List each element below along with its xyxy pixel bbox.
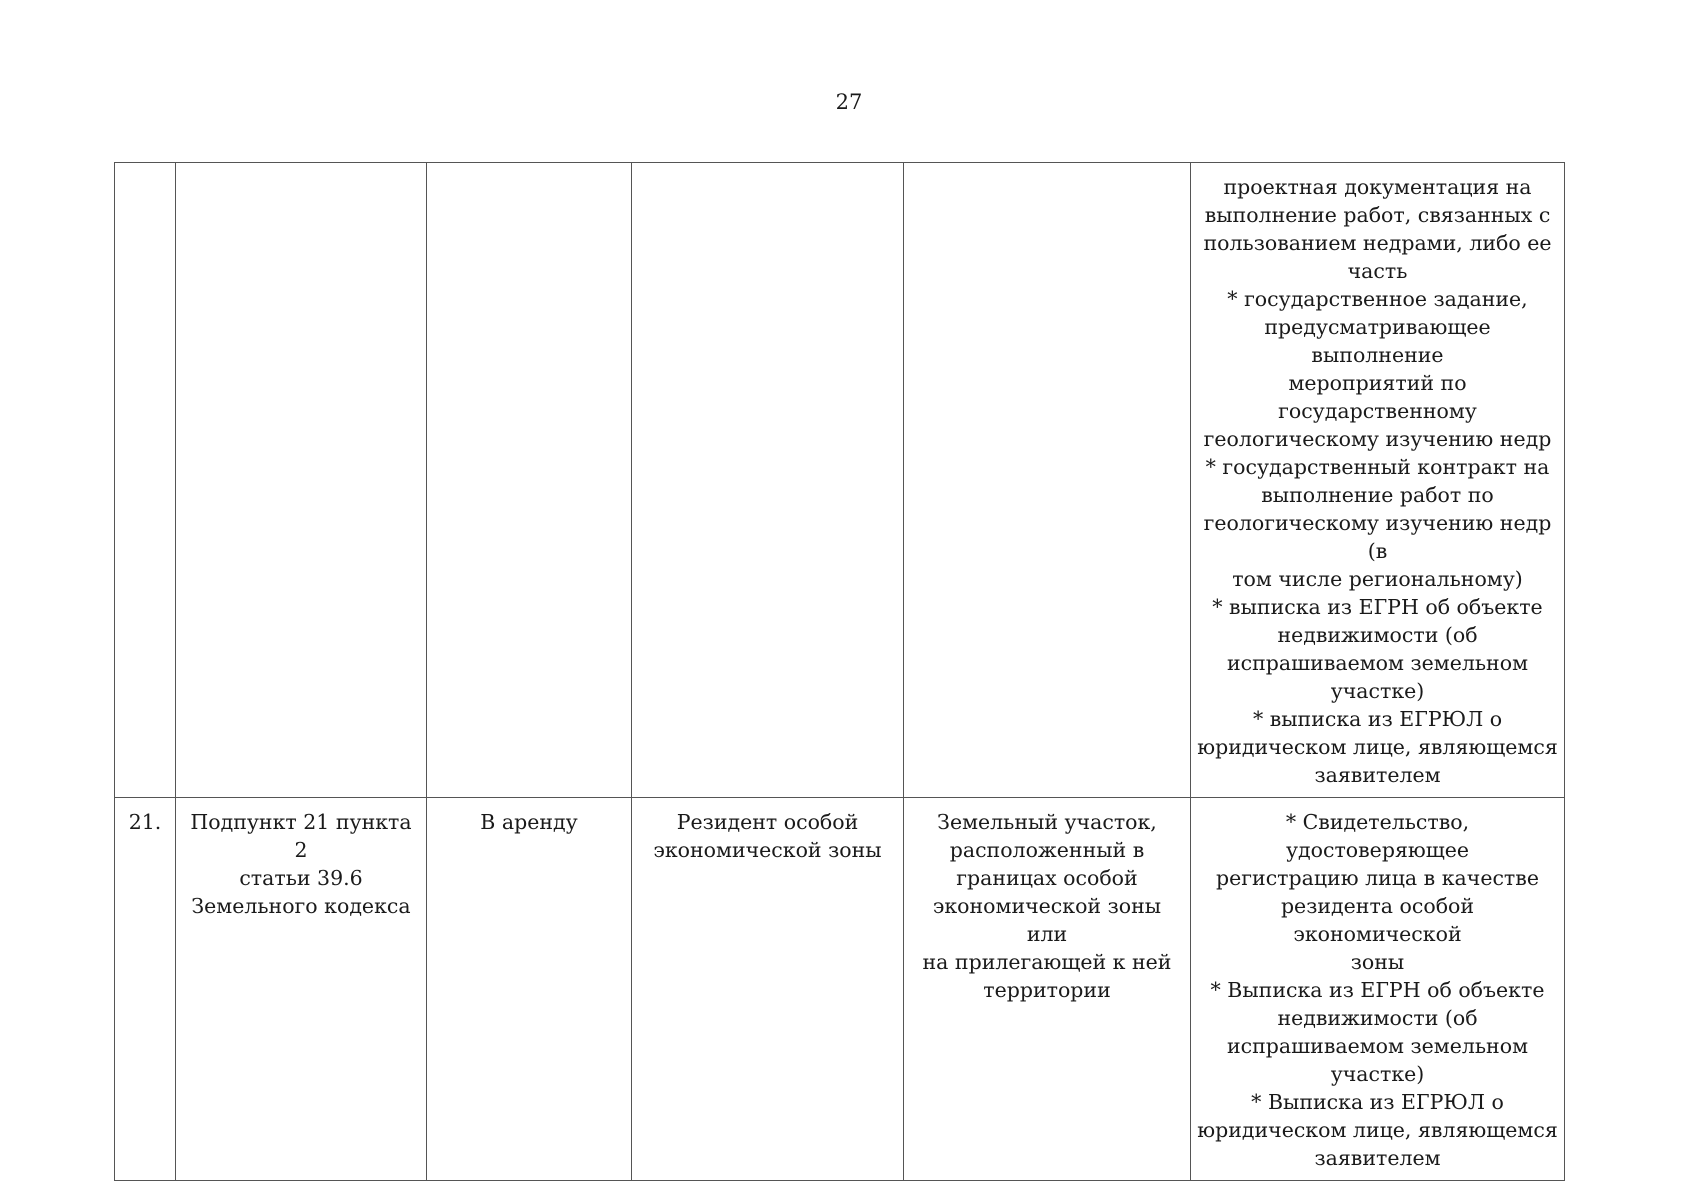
- land-plot-line: на прилегающей к ней: [922, 950, 1172, 974]
- documents-line: испрашиваемом земельном: [1226, 1034, 1529, 1058]
- documents-line: предусматривающее выполнение: [1264, 315, 1491, 367]
- documents-line: зоны: [1350, 950, 1405, 974]
- cell-right-type: [427, 163, 632, 798]
- cell-documents: [1191, 163, 1565, 798]
- table-row-21: [115, 798, 1565, 1181]
- documents-line: * государственный контракт на: [1205, 455, 1550, 479]
- documents-line: * государственное задание,: [1227, 287, 1528, 311]
- documents-line: часть: [1347, 259, 1408, 283]
- documents-line: юридическом лице, являющемся: [1197, 1118, 1558, 1142]
- requirements-table: [114, 162, 1565, 1181]
- documents-line: мероприятий по: [1288, 371, 1467, 395]
- documents-line: проектная документация на: [1223, 175, 1532, 199]
- documents-line: участке): [1330, 1062, 1425, 1086]
- applicant-line: экономической зоны: [653, 838, 882, 862]
- land-plot-line: расположенный в: [949, 838, 1145, 862]
- documents-line: * Выписка из ЕГРЮЛ о: [1251, 1090, 1504, 1114]
- cell-number: [115, 163, 176, 798]
- cell-land-plot: [904, 163, 1191, 798]
- documents-line: выполнение работ по: [1261, 483, 1494, 507]
- documents-line: регистрацию лица в качестве: [1216, 866, 1539, 890]
- documents-line: том числе региональному): [1232, 567, 1523, 591]
- basis-line: Земельного кодекса: [191, 894, 411, 918]
- land-plot-line: территории: [983, 978, 1111, 1002]
- row-number: 21.: [128, 810, 162, 834]
- documents-line: недвижимости (об: [1277, 623, 1478, 647]
- right-type-text: В аренду: [480, 810, 578, 834]
- documents-line: * Выписка из ЕГРН об объекте: [1210, 978, 1545, 1002]
- cell-applicant: [632, 163, 904, 798]
- documents-line: юридическом лице, являющемся: [1197, 735, 1558, 759]
- applicant-line: Резидент особой: [676, 810, 859, 834]
- documents-line: участке): [1330, 679, 1425, 703]
- documents-line: выполнение работ, связанных с: [1204, 203, 1551, 227]
- documents-line: заявителем: [1314, 763, 1441, 787]
- basis-line: статьи 39.6: [239, 866, 363, 890]
- cell-right-type: [427, 798, 632, 1181]
- cell-documents: [1191, 798, 1565, 1181]
- table-row-continuation: [115, 163, 1565, 798]
- documents-line: пользованием недрами, либо ее: [1203, 231, 1552, 255]
- page-number: 27: [835, 90, 863, 114]
- basis-line: Подпункт 21 пункта 2: [190, 810, 412, 862]
- documents-line: * выписка из ЕГРН об объекте: [1212, 595, 1543, 619]
- cell-number: [115, 798, 176, 1181]
- documents-line: заявителем: [1314, 1146, 1441, 1170]
- documents-line: * Свидетельство, удостоверяющее: [1285, 810, 1470, 862]
- land-plot-line: Земельный участок,: [937, 810, 1157, 834]
- cell-basis: [176, 798, 427, 1181]
- cell-basis: [176, 163, 427, 798]
- documents-line: государственному: [1278, 399, 1477, 423]
- documents-line: геологическому изучению недр (в: [1203, 511, 1552, 563]
- documents-line: испрашиваемом земельном: [1226, 651, 1529, 675]
- land-plot-line: границах особой: [956, 866, 1138, 890]
- documents-line: геологическому изучению недр: [1203, 427, 1552, 451]
- documents-line: резидента особой экономической: [1280, 894, 1475, 946]
- cell-land-plot: [904, 798, 1191, 1181]
- documents-line: * выписка из ЕГРЮЛ о: [1252, 707, 1503, 731]
- documents-line: недвижимости (об: [1277, 1006, 1478, 1030]
- cell-applicant: [632, 798, 904, 1181]
- land-plot-line: экономической зоны или: [932, 894, 1162, 946]
